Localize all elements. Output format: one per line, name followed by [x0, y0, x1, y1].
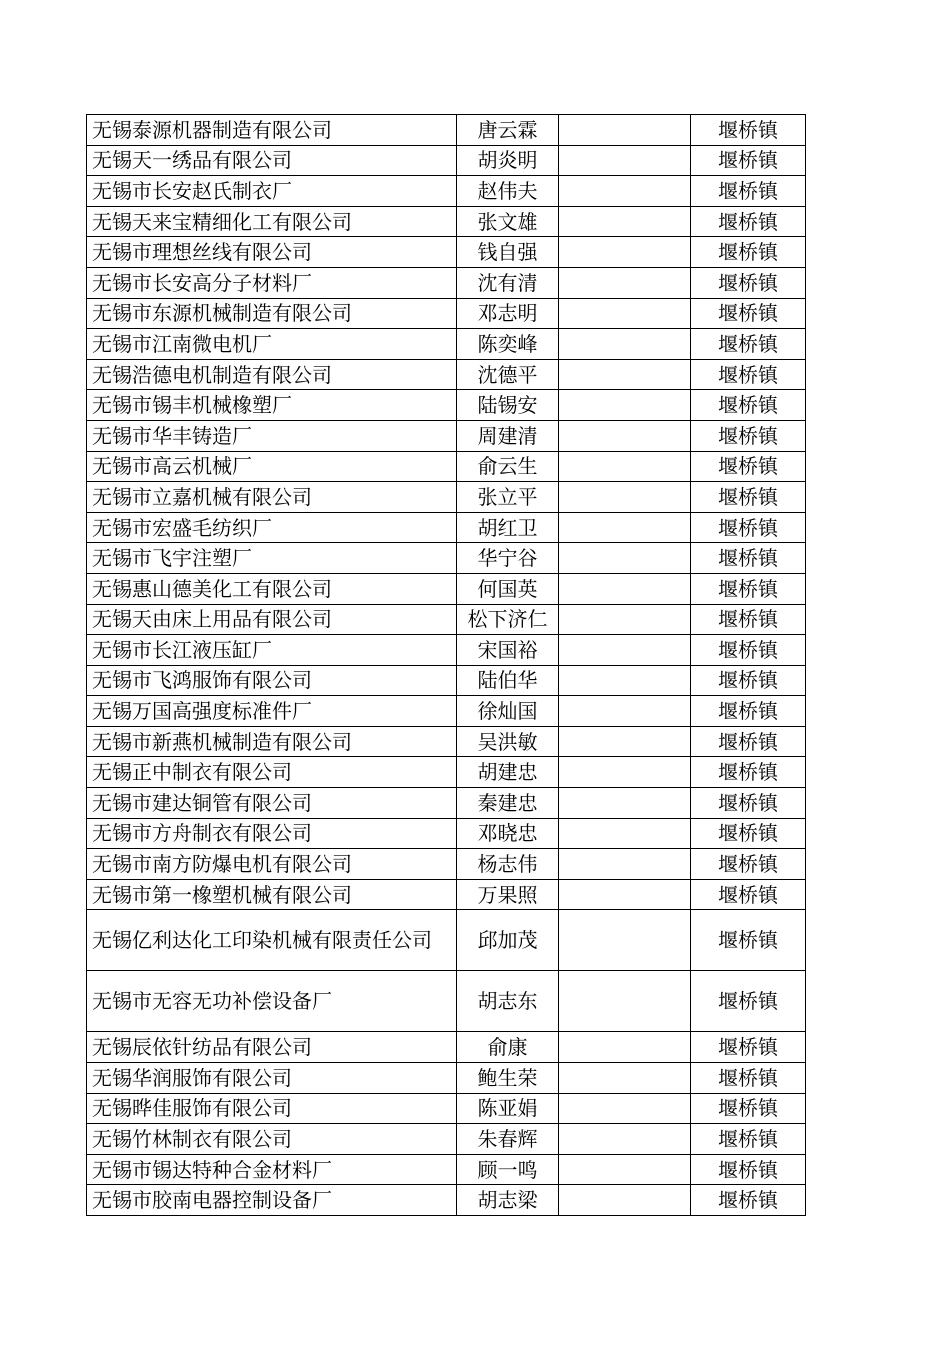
- town-cell: 堰桥镇: [691, 665, 806, 696]
- company-name-cell: 无锡辰依针纺品有限公司: [87, 1032, 457, 1063]
- contact-person-cell: 朱春辉: [457, 1124, 559, 1155]
- company-name-cell: 无锡市建达铜管有限公司: [87, 788, 457, 819]
- town-cell: 堰桥镇: [691, 573, 806, 604]
- table-row: [87, 910, 806, 971]
- blank-cell: [559, 1032, 691, 1063]
- company-name-cell: 无锡亿利达化工印染机械有限责任公司: [87, 910, 457, 971]
- table-row: [87, 1063, 806, 1094]
- contact-person-cell: 沈德平: [457, 359, 559, 390]
- town-cell: 堰桥镇: [691, 971, 806, 1032]
- blank-cell: [559, 359, 691, 390]
- blank-cell: [559, 298, 691, 329]
- town-cell: 堰桥镇: [691, 237, 806, 268]
- table-row: [87, 145, 806, 176]
- table-row: [87, 635, 806, 666]
- contact-person-cell: 吴洪敏: [457, 726, 559, 757]
- table-row: [87, 726, 806, 757]
- company-name-cell: 无锡市新燕机械制造有限公司: [87, 726, 457, 757]
- company-name-cell: 无锡市南方防爆电机有限公司: [87, 849, 457, 880]
- blank-cell: [559, 451, 691, 482]
- blank-cell: [559, 543, 691, 574]
- town-cell: 堰桥镇: [691, 818, 806, 849]
- contact-person-cell: 万果照: [457, 879, 559, 910]
- contact-person-cell: 张文雄: [457, 206, 559, 237]
- table-row: [87, 298, 806, 329]
- town-cell: 堰桥镇: [691, 512, 806, 543]
- blank-cell: [559, 1185, 691, 1216]
- blank-cell: [559, 849, 691, 880]
- table-row: [87, 879, 806, 910]
- town-cell: 堰桥镇: [691, 1063, 806, 1094]
- town-cell: 堰桥镇: [691, 145, 806, 176]
- blank-cell: [559, 879, 691, 910]
- town-cell: 堰桥镇: [691, 482, 806, 513]
- town-cell: 堰桥镇: [691, 726, 806, 757]
- company-name-cell: 无锡市立嘉机械有限公司: [87, 482, 457, 513]
- contact-person-cell: 俞云生: [457, 451, 559, 482]
- blank-cell: [559, 573, 691, 604]
- town-cell: 堰桥镇: [691, 604, 806, 635]
- contact-person-cell: 邓志明: [457, 298, 559, 329]
- blank-cell: [559, 1093, 691, 1124]
- town-cell: 堰桥镇: [691, 757, 806, 788]
- contact-person-cell: 陈奕峰: [457, 329, 559, 360]
- table-row: [87, 1154, 806, 1185]
- table-row: [87, 543, 806, 574]
- town-cell: 堰桥镇: [691, 359, 806, 390]
- blank-cell: [559, 206, 691, 237]
- contact-person-cell: 顾一鸣: [457, 1154, 559, 1185]
- blank-cell: [559, 482, 691, 513]
- table-row: [87, 665, 806, 696]
- blank-cell: [559, 390, 691, 421]
- town-cell: 堰桥镇: [691, 267, 806, 298]
- blank-cell: [559, 788, 691, 819]
- contact-person-cell: 陈亚娟: [457, 1093, 559, 1124]
- blank-cell: [559, 420, 691, 451]
- blank-cell: [559, 1154, 691, 1185]
- company-name-cell: 无锡市胶南电器控制设备厂: [87, 1185, 457, 1216]
- company-name-cell: 无锡市飞宇注塑厂: [87, 543, 457, 574]
- company-name-cell: 无锡市长安高分子材料厂: [87, 267, 457, 298]
- table-row: [87, 604, 806, 635]
- town-cell: 堰桥镇: [691, 176, 806, 207]
- table-row: [87, 237, 806, 268]
- town-cell: 堰桥镇: [691, 206, 806, 237]
- contact-person-cell: 鲍生荣: [457, 1063, 559, 1094]
- table-row: [87, 512, 806, 543]
- town-cell: 堰桥镇: [691, 1154, 806, 1185]
- company-name-cell: 无锡正中制衣有限公司: [87, 757, 457, 788]
- contact-person-cell: 杨志伟: [457, 849, 559, 880]
- blank-cell: [559, 145, 691, 176]
- table-row: [87, 206, 806, 237]
- company-name-cell: 无锡天由床上用品有限公司: [87, 604, 457, 635]
- table-row: [87, 971, 806, 1032]
- table-row: [87, 1032, 806, 1063]
- table-row: [87, 757, 806, 788]
- blank-cell: [559, 512, 691, 543]
- company-name-cell: 无锡泰源机器制造有限公司: [87, 115, 457, 146]
- company-name-cell: 无锡浩德电机制造有限公司: [87, 359, 457, 390]
- table-row: [87, 176, 806, 207]
- blank-cell: [559, 757, 691, 788]
- contact-person-cell: 胡志梁: [457, 1185, 559, 1216]
- contact-person-cell: 胡志东: [457, 971, 559, 1032]
- town-cell: 堰桥镇: [691, 298, 806, 329]
- contact-person-cell: 胡炎明: [457, 145, 559, 176]
- blank-cell: [559, 115, 691, 146]
- town-cell: 堰桥镇: [691, 451, 806, 482]
- contact-person-cell: 秦建忠: [457, 788, 559, 819]
- town-cell: 堰桥镇: [691, 1032, 806, 1063]
- company-name-cell: 无锡市江南微电机厂: [87, 329, 457, 360]
- table-row: [87, 573, 806, 604]
- town-cell: 堰桥镇: [691, 1124, 806, 1155]
- town-cell: 堰桥镇: [691, 696, 806, 727]
- contact-person-cell: 胡建忠: [457, 757, 559, 788]
- contact-person-cell: 宋国裕: [457, 635, 559, 666]
- table-row: [87, 420, 806, 451]
- blank-cell: [559, 635, 691, 666]
- table-row: [87, 329, 806, 360]
- blank-cell: [559, 329, 691, 360]
- company-name-cell: 无锡惠山德美化工有限公司: [87, 573, 457, 604]
- table-row: [87, 390, 806, 421]
- blank-cell: [559, 696, 691, 727]
- company-name-cell: 无锡市长安赵氏制衣厂: [87, 176, 457, 207]
- company-name-cell: 无锡市理想丝线有限公司: [87, 237, 457, 268]
- contact-person-cell: 邱加茂: [457, 910, 559, 971]
- town-cell: 堰桥镇: [691, 543, 806, 574]
- company-name-cell: 无锡市锡丰机械橡塑厂: [87, 390, 457, 421]
- blank-cell: [559, 971, 691, 1032]
- table-row: [87, 1093, 806, 1124]
- table-row: [87, 451, 806, 482]
- town-cell: 堰桥镇: [691, 910, 806, 971]
- blank-cell: [559, 267, 691, 298]
- contact-person-cell: 沈有清: [457, 267, 559, 298]
- contact-person-cell: 周建清: [457, 420, 559, 451]
- table-row: [87, 788, 806, 819]
- table-row: [87, 359, 806, 390]
- contact-person-cell: 松下济仁: [457, 604, 559, 635]
- blank-cell: [559, 176, 691, 207]
- town-cell: 堰桥镇: [691, 390, 806, 421]
- town-cell: 堰桥镇: [691, 788, 806, 819]
- table-row: [87, 115, 806, 146]
- blank-cell: [559, 910, 691, 971]
- blank-cell: [559, 1124, 691, 1155]
- company-name-cell: 无锡市长江液压缸厂: [87, 635, 457, 666]
- contact-person-cell: 陆锡安: [457, 390, 559, 421]
- contact-person-cell: 张立平: [457, 482, 559, 513]
- company-name-cell: 无锡市锡达特种合金材料厂: [87, 1154, 457, 1185]
- company-table: [86, 114, 806, 1216]
- company-name-cell: 无锡天来宝精细化工有限公司: [87, 206, 457, 237]
- company-name-cell: 无锡竹林制衣有限公司: [87, 1124, 457, 1155]
- company-name-cell: 无锡市宏盛毛纺织厂: [87, 512, 457, 543]
- contact-person-cell: 胡红卫: [457, 512, 559, 543]
- table-row: [87, 818, 806, 849]
- company-name-cell: 无锡市飞鸿服饰有限公司: [87, 665, 457, 696]
- blank-cell: [559, 1063, 691, 1094]
- company-name-cell: 无锡市高云机械厂: [87, 451, 457, 482]
- town-cell: 堰桥镇: [691, 329, 806, 360]
- town-cell: 堰桥镇: [691, 420, 806, 451]
- company-name-cell: 无锡晔佳服饰有限公司: [87, 1093, 457, 1124]
- contact-person-cell: 赵伟夫: [457, 176, 559, 207]
- table-row: [87, 849, 806, 880]
- company-name-cell: 无锡市无容无功补偿设备厂: [87, 971, 457, 1032]
- town-cell: 堰桥镇: [691, 879, 806, 910]
- table-row: [87, 267, 806, 298]
- company-name-cell: 无锡万国高强度标准件厂: [87, 696, 457, 727]
- company-name-cell: 无锡市第一橡塑机械有限公司: [87, 879, 457, 910]
- contact-person-cell: 华宁谷: [457, 543, 559, 574]
- company-name-cell: 无锡市方舟制衣有限公司: [87, 818, 457, 849]
- contact-person-cell: 钱自强: [457, 237, 559, 268]
- company-name-cell: 无锡天一绣品有限公司: [87, 145, 457, 176]
- contact-person-cell: 邓晓忠: [457, 818, 559, 849]
- blank-cell: [559, 665, 691, 696]
- table-row: [87, 482, 806, 513]
- blank-cell: [559, 604, 691, 635]
- town-cell: 堰桥镇: [691, 1185, 806, 1216]
- contact-person-cell: 俞康: [457, 1032, 559, 1063]
- town-cell: 堰桥镇: [691, 115, 806, 146]
- company-name-cell: 无锡华润服饰有限公司: [87, 1063, 457, 1094]
- town-cell: 堰桥镇: [691, 1093, 806, 1124]
- town-cell: 堰桥镇: [691, 849, 806, 880]
- contact-person-cell: 陆伯华: [457, 665, 559, 696]
- contact-person-cell: 唐云霖: [457, 115, 559, 146]
- table-row: [87, 1185, 806, 1216]
- blank-cell: [559, 237, 691, 268]
- company-name-cell: 无锡市华丰铸造厂: [87, 420, 457, 451]
- company-name-cell: 无锡市东源机械制造有限公司: [87, 298, 457, 329]
- contact-person-cell: 何国英: [457, 573, 559, 604]
- table-row: [87, 1124, 806, 1155]
- town-cell: 堰桥镇: [691, 635, 806, 666]
- table-row: [87, 696, 806, 727]
- blank-cell: [559, 818, 691, 849]
- blank-cell: [559, 726, 691, 757]
- contact-person-cell: 徐灿国: [457, 696, 559, 727]
